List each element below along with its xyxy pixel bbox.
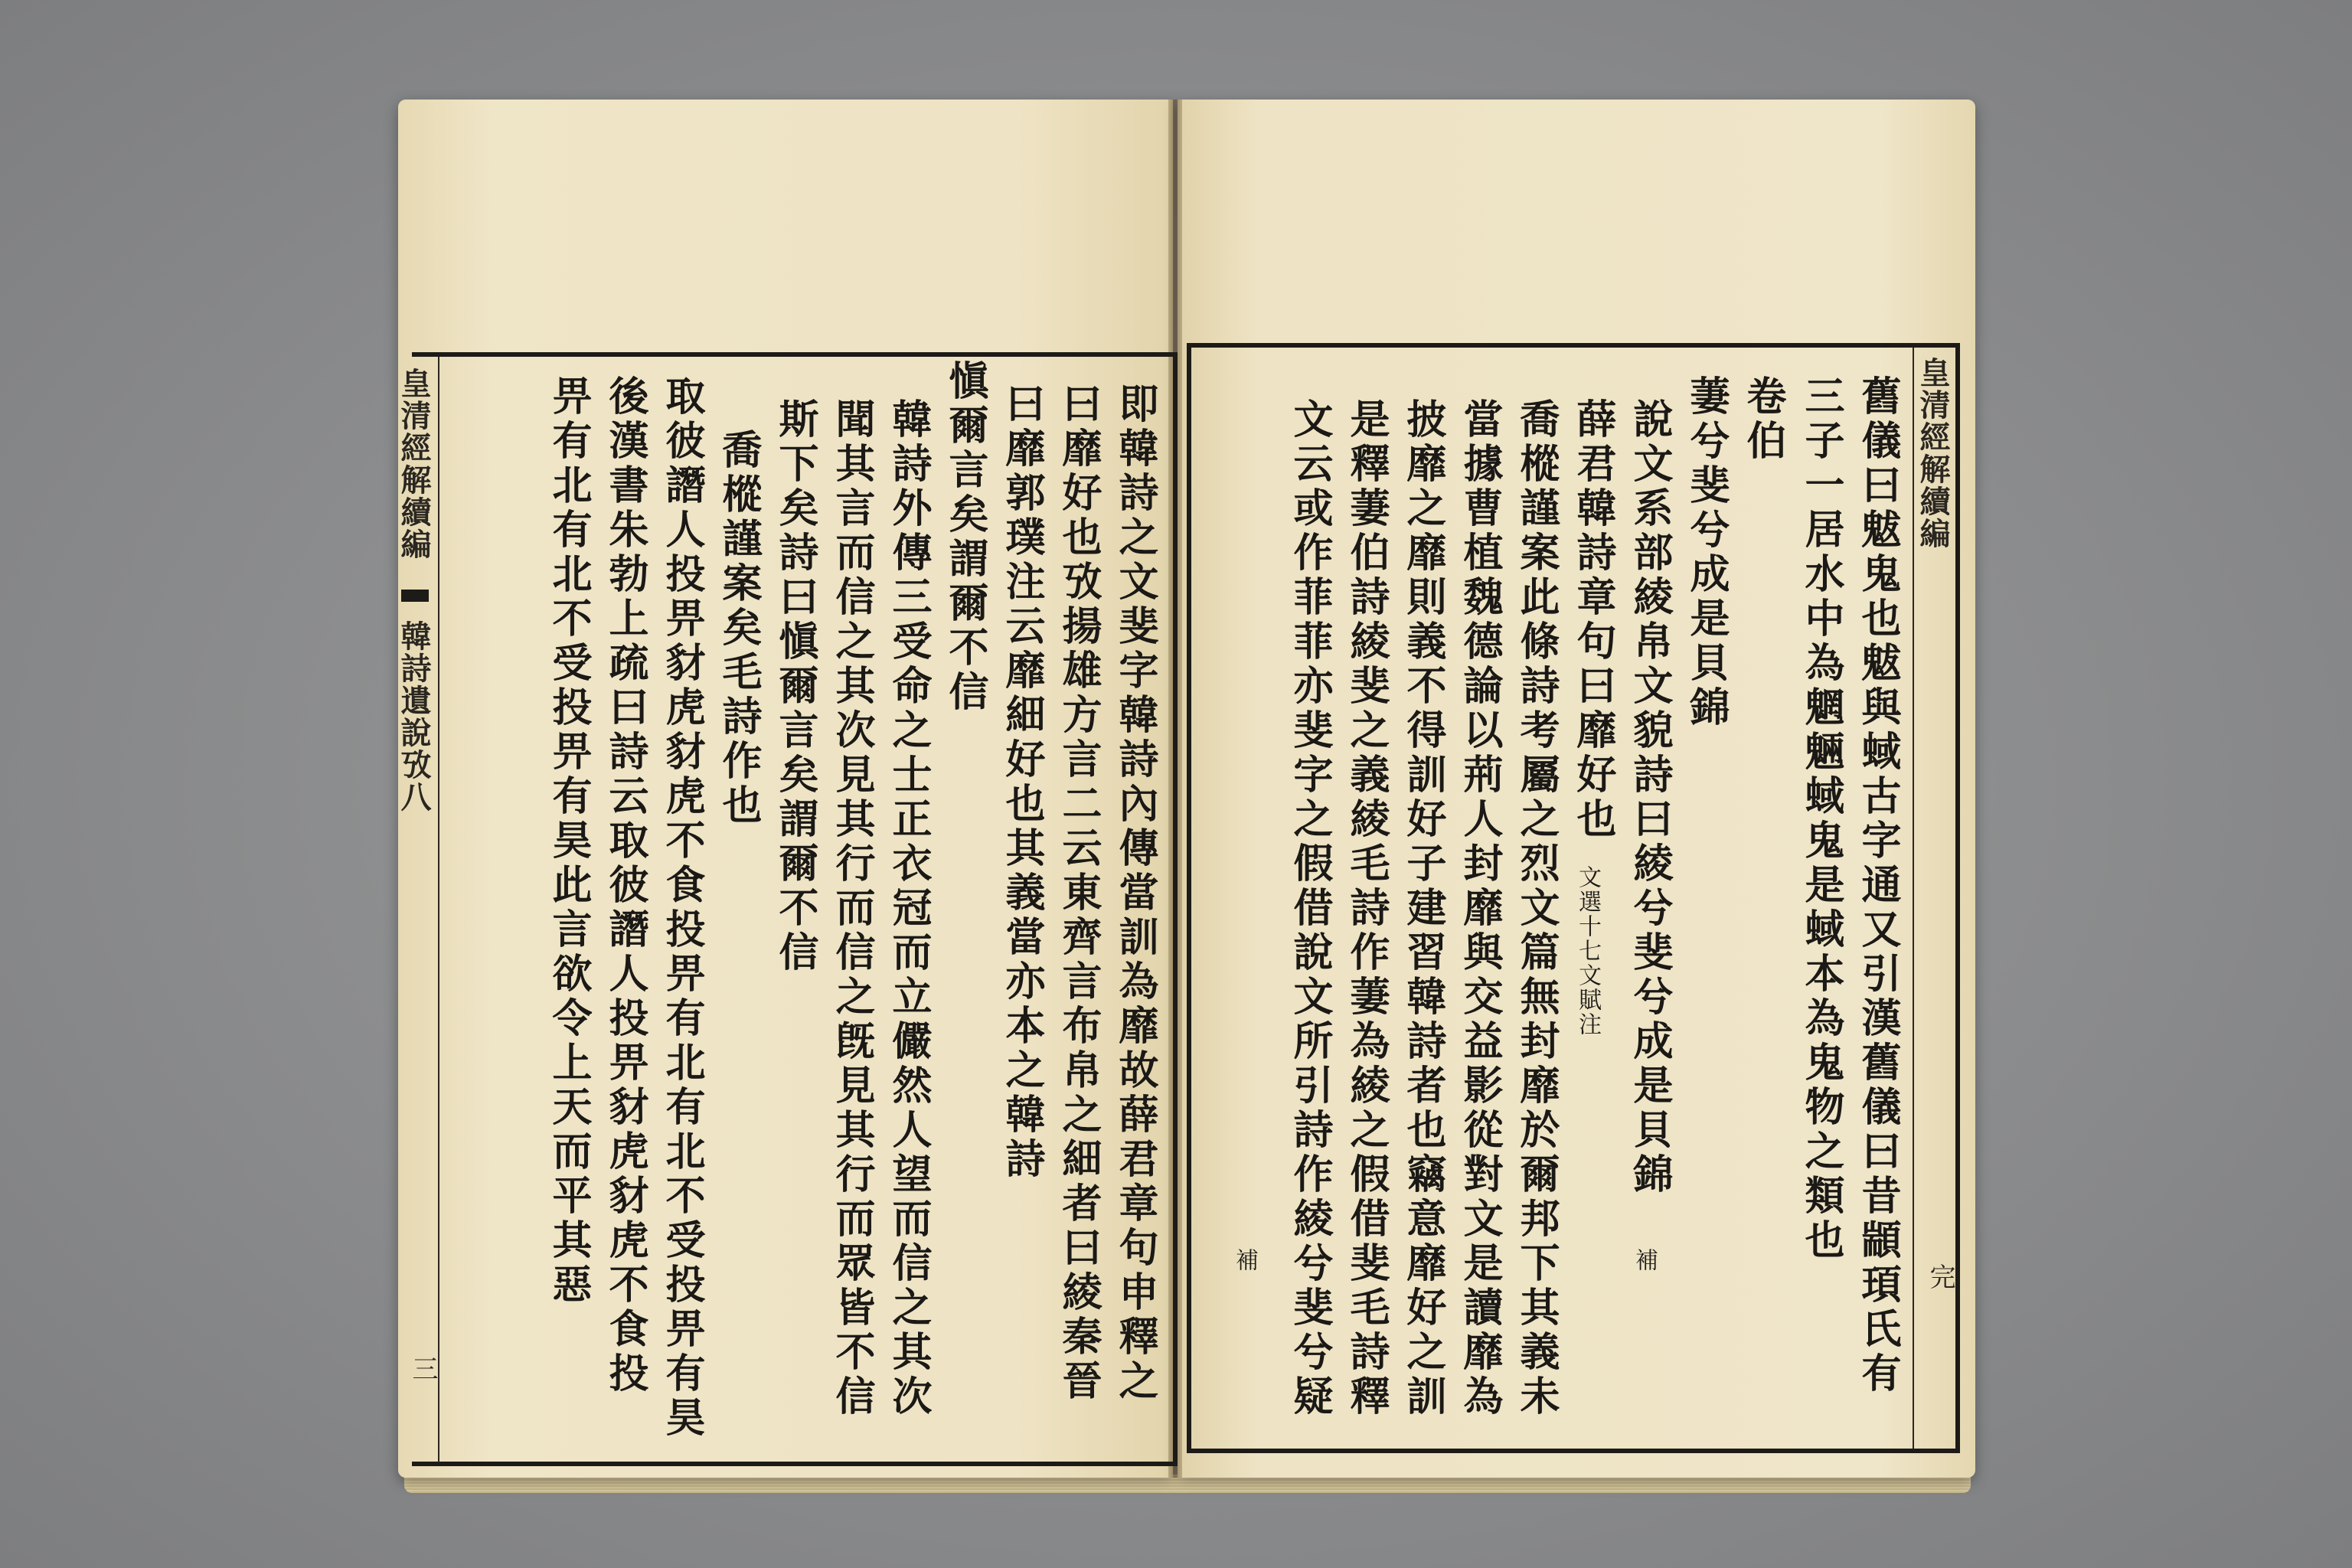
right-column-2: 三子一居水中為魍魎蜮鬼是蜮本為鬼物之類也 [1798, 375, 1844, 1263]
right-column-10: 是釋萋伯詩綾斐之義綾毛詩作萋為綾之假借斐毛詩釋 [1343, 398, 1390, 1419]
left-column-11: 畀有北有北不受投畀有昊此言欲令上天而平其惡 [545, 375, 592, 1308]
right-margin-title: 皇清經解續編 [1915, 357, 1951, 550]
open-book [398, 100, 1975, 1501]
right-column-6: 薛君韓詩章句曰靡好也 [1570, 398, 1616, 842]
annotation-wenxuan: 文選十七文賦注 [1574, 865, 1601, 1037]
left-column-3: 曰靡郭璞注云靡細好也其義當亦本之韓詩 [998, 383, 1045, 1182]
right-column-11: 文云或作菲菲亦斐字之假借說文所引詩作綾兮斐兮疑 [1286, 398, 1333, 1419]
fish-tail-mark [401, 590, 429, 602]
margin-rule-right [1913, 348, 1914, 1449]
left-column-4: 愼爾言矣謂爾不信 [942, 360, 988, 715]
right-column-4: 萋兮斐兮成是貝錦 [1683, 375, 1730, 730]
right-column-1: 舊儀曰魃鬼也魃與蜮古字通又引漢舊儀曰昔顓頊氏有 [1854, 375, 1901, 1396]
right-column-3: 卷伯 [1740, 375, 1786, 464]
left-column-6: 聞其言而信之其次見其行而信之旣見其行而眾皆不信 [828, 398, 875, 1419]
right-page-number: 完 [1925, 1263, 1955, 1289]
left-page-number: 三 [407, 1355, 438, 1381]
margin-rule [438, 357, 439, 1462]
left-margin-title: 皇清經解續編 [396, 368, 432, 560]
left-column-10: 後漢書朱勃上疏曰詩云取彼譖人投畀豺虎豺虎不食投 [602, 375, 648, 1396]
annotation-bu-2: 補 [1231, 1248, 1258, 1272]
left-column-8: 喬樅謹案矣毛詩作也 [715, 429, 762, 828]
left-column-5: 韓詩外傳三受命之士正衣冠而立儼然人望而信之其次 [885, 398, 932, 1419]
left-column-9: 取彼譖人投畀豺虎豺虎不食投畀有北有北不受投畀有昊 [658, 375, 705, 1441]
left-column-2: 曰靡好也攷揚雄方言二云東齊言布帛之細者曰綾秦晉 [1055, 383, 1102, 1404]
right-column-8: 當據曹植魏德論以荊人封靡與交益影從對文是讀靡為 [1456, 398, 1503, 1419]
right-column-9: 披靡之靡則義不得訓好子建習韓詩者也竊意靡好之訓 [1400, 398, 1446, 1419]
left-margin-section: 韓詩遺說攷八 [396, 620, 432, 813]
right-column-7: 喬樅謹案此條詩考屬之烈文篇無封靡於爾邦下其義未 [1513, 398, 1560, 1419]
annotation-bu-1: 補 [1631, 1248, 1658, 1272]
left-column-7: 斯下矣詩曰愼爾言矣謂爾不信 [772, 398, 818, 975]
left-column-1: 即韓詩之文斐字韓詩內傳當訓為靡故薛君章句申釋之 [1112, 383, 1158, 1404]
right-column-5: 說文系部綾帛文貌詩曰綾兮斐兮成是貝錦 [1626, 398, 1673, 1197]
